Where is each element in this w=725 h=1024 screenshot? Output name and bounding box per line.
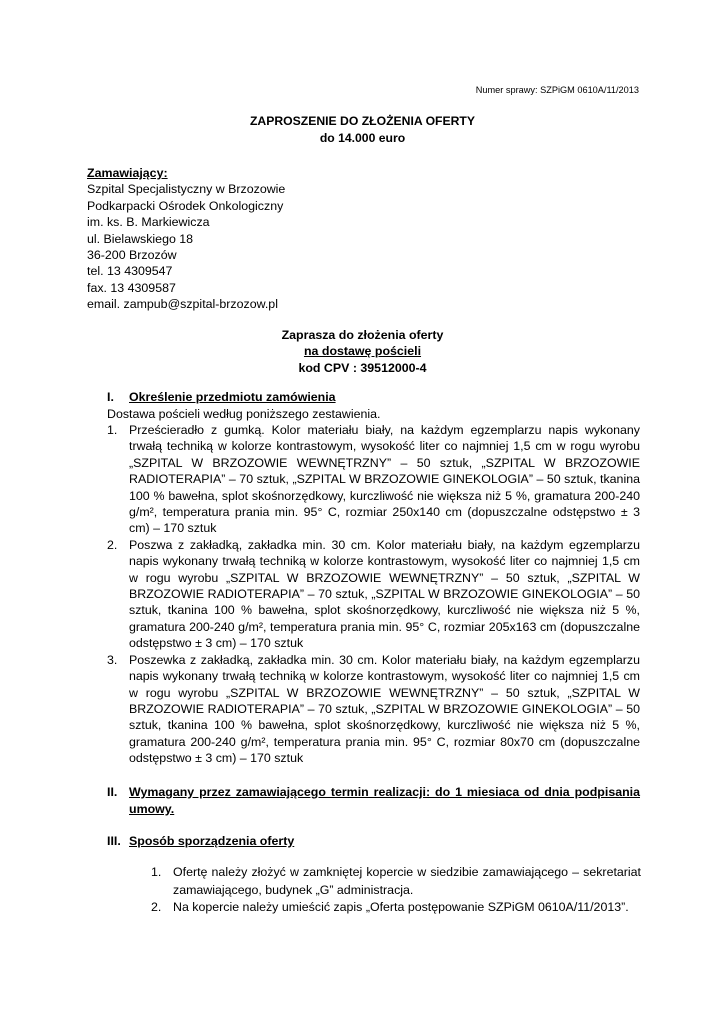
section-2-title: Wymagany przez zamawiającego termin realizacji: do 1 miesiaca od dnia podpisania umowy. [129,785,640,816]
document-title [0,113,725,146]
section-2-heading [107,784,640,818]
section-3-heading [107,833,294,849]
orderer-heading: Zamawiający: [87,166,168,180]
list-item-text: Na kopercie należy umieścić zapis „Oferta postępowanie SZPiGM 0610A/11/2013”. [173,900,629,914]
case-number: Numer sprawy: SZPiGM 0610A/11/2013 [475,85,639,95]
orderer-line: fax. 13 4309587 [87,280,176,295]
invitation-block [0,327,725,376]
section-3-title: Sposób sporządzenia oferty [129,834,295,848]
orderer-line: Podkarpacki Ośrodek Onkologiczny [87,198,284,213]
list-item [107,652,640,767]
list-item [151,899,641,917]
list-item [151,864,641,899]
orderer-line: email. zampub@szpital-brzozow.pl [87,297,278,312]
section-1-number: I. [107,390,114,404]
orderer-line: 36-200 Brzozów [87,248,177,263]
list-item-number: 2. [151,900,162,914]
orderer-line: Szpital Specjalistyczny w Brzozowie [87,182,286,197]
list-item-text: Prześcieradło z gumką. Kolor materiału biały, na każdym egzemplarzu napis wykonany trwałą techniką w kolorze kontrastowym, wysokość liter co najmniej 1,5 cm w rogu wyrobu „SZPITAL W BRZOZOWIE WEWNĘTRZNY” – 50 sztuk, „SZPITAL W BRZOZOWIE RADIOTERAPIA” – 70 sztuk, „SZPITAL W BRZOZOWIE GINEKOLOGIA” – 50 sztuk, tkanina 100 % bawełna, splot skośnorzędkowy, kurczliwość nie większa niż 5 %, gramatura 200-240 g/m², temperatura prania min. 95° C, rozmiar 250x140 cm (dopuszczalne odstępstwo ± 3 cm) – 170 sztuk [129,423,640,536]
list-item-number: 1. [107,423,118,437]
list-item [107,422,640,537]
section-3-number: III. [107,834,121,848]
section-1-title: Określenie przedmiotu zamówienia [129,390,336,404]
section-2-number: II. [107,785,118,799]
invitation-line-2: na dostawę pościeli [303,344,422,359]
list-item [107,537,640,652]
section-1-intro: Dostawa pościeli według poniższego zestawienia. [107,407,381,421]
orderer-line: tel. 13 4309547 [87,264,173,279]
invitation-cpv-code: kod CPV : 39512000-4 [298,360,427,375]
list-item-text: Poszewka z zakładką, zakładka min. 30 cm. Kolor materiału biały, na każdym egzemplarzu napis wykonany trwałą techniką w kolorze kontrastowym, wysokość liter co najmniej 1,5 cm w rogu wyrobu „SZPITAL W BRZOZOWIE WEWNĘTRZNY” – 50 sztuk, „SZPITAL W BRZOZOWIE RADIOTERAPIA” – 70 sztuk, „SZPITAL W BRZOZOWIE GINEKOLOGIA” – 50 sztuk, tkanina 100 % bawełna, splot skośnorzędkowy, kurczliwość nie większa niż 5 %, gramatura 200-240 g/m², temperatura prania min. 95° C, rozmiar 80x70 cm (dopuszczalne odstępstwo ± 3 cm) – 170 sztuk [129,652,640,766]
list-item-number: 3. [107,652,118,667]
list-item-number: 1. [151,865,162,879]
title-line-2: do 14.000 euro [319,130,406,145]
section-1-heading [107,389,336,405]
title-line-1: ZAPROSZENIE DO ZŁOŻENIA OFERTY [249,114,476,128]
section-3-item-list [151,864,641,917]
list-item-text: Poszwa z zakładką, zakładka min. 30 cm. Kolor materiału biały, na każdym egzemplarzu napis wykonany trwałą techniką w kolorze kontrastowym, wysokość liter co najmniej 1,5 cm w rogu wyrobu „SZPITAL W BRZOZOWIE WEWNĘTRZNY” – 50 sztuk, „SZPITAL W BRZOZOWIE RADIOTERAPIA” – 70 sztuk, „SZPITAL W BRZOZOWIE GINEKOLOGIA” – 50 sztuk, tkanina 100 % bawełna, splot skośnorzędkowy, kurczliwość nie większa niż 5 %, gramatura 200-240 g/m², temperatura prania min. 95° C, rozmiar 205x163 cm (dopuszczalne odstępstwo ± 3 cm) – 170 sztuk [129,537,640,651]
orderer-line: im. ks. B. Markiewicza [87,215,210,230]
section-1-item-list [107,422,640,767]
orderer-line: ul. Bielawskiego 18 [87,231,194,246]
list-item-text: Ofertę należy złożyć w zamkniętej kopercie w siedzibie zamawiającego – sekretariat zamawiającego, budynek „G” administracja. [173,865,641,897]
orderer-block [87,165,647,313]
list-item-number: 2. [107,537,118,552]
invitation-line-1: Zaprasza do złożenia oferty [281,328,444,342]
